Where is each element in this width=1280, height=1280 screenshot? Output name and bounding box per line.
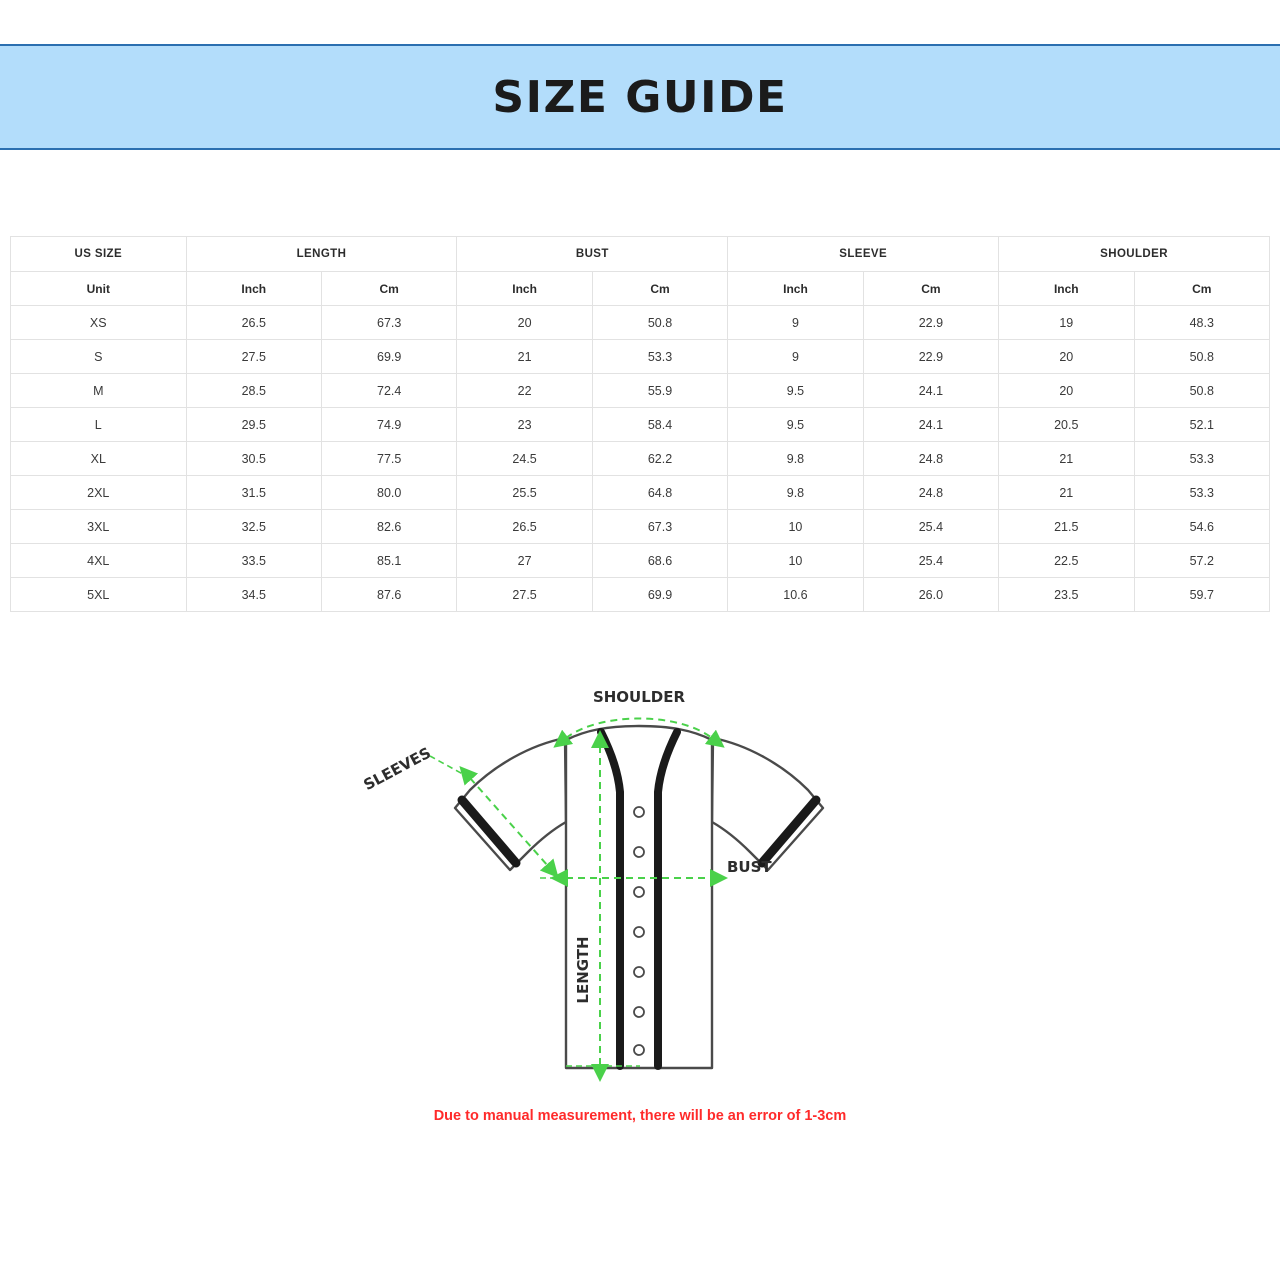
page-title: SIZE GUIDE [492,71,788,123]
cell-length-cm: 80.0 [321,476,456,510]
cell-sleeve-cm: 22.9 [863,340,998,374]
cell-sleeve-cm: 24.1 [863,374,998,408]
cell-bust-cm: 50.8 [592,306,727,340]
cell-bust-cm: 55.9 [592,374,727,408]
unit-label: Unit [11,272,187,306]
cell-shoulder-cm: 59.7 [1134,578,1270,612]
cell-shoulder-cm: 54.6 [1134,510,1270,544]
cell-shoulder-cm: 50.8 [1134,340,1270,374]
cell-shoulder-inch: 21.5 [999,510,1134,544]
cell-bust-inch: 25.5 [457,476,592,510]
cell-shoulder-inch: 23.5 [999,578,1134,612]
cell-size: XL [11,442,187,476]
col-group-sleeve: SLEEVE [728,237,999,272]
unit-bust-cm: Cm [592,272,727,306]
cell-length-cm: 82.6 [321,510,456,544]
cell-bust-cm: 69.9 [592,578,727,612]
cell-sleeve-inch: 9 [728,340,863,374]
cell-length-inch: 31.5 [186,476,321,510]
cell-bust-inch: 27 [457,544,592,578]
measurement-diagram [0,660,1280,1160]
cell-sleeve-cm: 24.8 [863,442,998,476]
cell-sleeve-inch: 9.5 [728,374,863,408]
cell-size: S [11,340,187,374]
cell-sleeve-inch: 10 [728,510,863,544]
unit-sleeve-inch: Inch [728,272,863,306]
table-row [11,544,1270,578]
cell-length-inch: 29.5 [186,408,321,442]
cell-sleeve-cm: 24.1 [863,408,998,442]
unit-length-cm: Cm [321,272,456,306]
cell-sleeve-inch: 10.6 [728,578,863,612]
cell-length-inch: 33.5 [186,544,321,578]
table-head [11,237,1270,272]
cell-shoulder-inch: 20 [999,340,1134,374]
table-row [11,510,1270,544]
table-row [11,374,1270,408]
unit-shoulder-inch: Inch [999,272,1134,306]
table-row [11,578,1270,612]
cell-size: 5XL [11,578,187,612]
cell-shoulder-inch: 21 [999,442,1134,476]
cell-length-cm: 74.9 [321,408,456,442]
diagram-label-sleeves: SLEEVES [360,743,434,795]
cell-length-cm: 77.5 [321,442,456,476]
cell-length-cm: 87.6 [321,578,456,612]
cell-shoulder-cm: 57.2 [1134,544,1270,578]
table-row [11,442,1270,476]
size-table [10,236,1270,612]
cell-bust-cm: 68.6 [592,544,727,578]
unit-shoulder-cm: Cm [1134,272,1270,306]
cell-length-inch: 30.5 [186,442,321,476]
cell-bust-cm: 62.2 [592,442,727,476]
cell-size: L [11,408,187,442]
cell-shoulder-inch: 19 [999,306,1134,340]
cell-bust-cm: 53.3 [592,340,727,374]
cell-size: M [11,374,187,408]
cell-bust-cm: 64.8 [592,476,727,510]
table-body [11,272,1270,612]
col-group-shoulder: SHOULDER [999,237,1270,272]
table-row [11,306,1270,340]
size-table-container [10,236,1270,612]
header-banner [0,44,1280,150]
table-row [11,408,1270,442]
table-row [11,476,1270,510]
cell-sleeve-cm: 24.8 [863,476,998,510]
cell-bust-cm: 58.4 [592,408,727,442]
cell-sleeve-inch: 9.8 [728,442,863,476]
cell-sleeve-cm: 22.9 [863,306,998,340]
cell-bust-inch: 22 [457,374,592,408]
cell-length-cm: 69.9 [321,340,456,374]
measurement-note: Due to manual measurement, there will be an error of 1-3cm [433,1108,847,1124]
unit-bust-inch: Inch [457,272,592,306]
cell-size: 3XL [11,510,187,544]
cell-length-cm: 85.1 [321,544,456,578]
unit-sleeve-cm: Cm [863,272,998,306]
cell-bust-inch: 20 [457,306,592,340]
cell-sleeve-cm: 25.4 [863,544,998,578]
cell-shoulder-cm: 53.3 [1134,476,1270,510]
cell-shoulder-cm: 53.3 [1134,442,1270,476]
cell-length-inch: 28.5 [186,374,321,408]
cell-length-cm: 72.4 [321,374,456,408]
diagram-label-length: LENGTH [574,936,592,1004]
diagram-label-bust: BUST [727,858,772,876]
cell-length-inch: 27.5 [186,340,321,374]
unit-length-inch: Inch [186,272,321,306]
cell-bust-inch: 24.5 [457,442,592,476]
cell-shoulder-cm: 50.8 [1134,374,1270,408]
cell-length-cm: 67.3 [321,306,456,340]
cell-bust-inch: 23 [457,408,592,442]
cell-sleeve-inch: 9.5 [728,408,863,442]
cell-bust-cm: 67.3 [592,510,727,544]
col-group-bust: BUST [457,237,728,272]
cell-shoulder-inch: 22.5 [999,544,1134,578]
cell-length-inch: 26.5 [186,306,321,340]
cell-shoulder-cm: 52.1 [1134,408,1270,442]
cell-size: 4XL [11,544,187,578]
cell-bust-inch: 26.5 [457,510,592,544]
cell-shoulder-inch: 21 [999,476,1134,510]
col-group-length: LENGTH [186,237,457,272]
cell-size: XS [11,306,187,340]
cell-sleeve-cm: 26.0 [863,578,998,612]
cell-length-inch: 34.5 [186,578,321,612]
cell-shoulder-cm: 48.3 [1134,306,1270,340]
diagram-label-shoulder: SHOULDER [592,688,686,706]
cell-sleeve-cm: 25.4 [863,510,998,544]
unit-row [11,272,1270,306]
cell-bust-inch: 21 [457,340,592,374]
cell-sleeve-inch: 9.8 [728,476,863,510]
cell-bust-inch: 27.5 [457,578,592,612]
cell-size: 2XL [11,476,187,510]
col-group-us-size: US SIZE [11,237,187,272]
table-row [11,340,1270,374]
cell-sleeve-inch: 9 [728,306,863,340]
cell-shoulder-inch: 20.5 [999,408,1134,442]
group-header-row [11,237,1270,272]
cell-length-inch: 32.5 [186,510,321,544]
cell-sleeve-inch: 10 [728,544,863,578]
cell-shoulder-inch: 20 [999,374,1134,408]
